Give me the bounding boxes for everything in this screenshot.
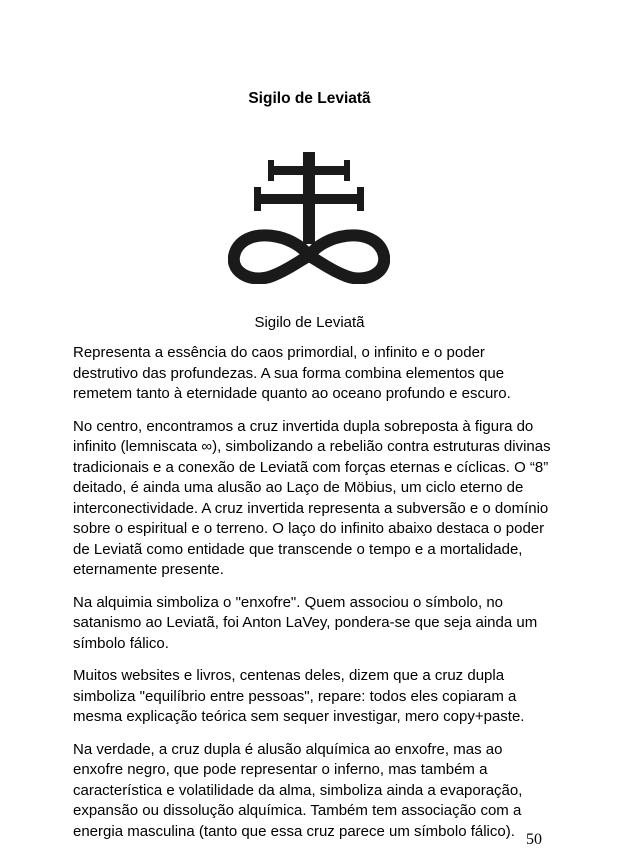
paragraph: No centro, encontramos a cruz invertida dupla sobreposta à figura do infinito (lemniscata ∞), simbolizando a rebelião contra estruturas divinas tradicionais e a conexão de Leviatã com forças eternas e cíclicas. O “8” deitado, é ainda uma alusão ao Laço de Möbius, um ciclo eterno de interconectividade. A cruz invertida representa a subversão e o domínio sobre o espiritual e o terreno. O laço do infinito abaixo destaca o poder de Leviatã como entidade que transcende o tempo e a mortalidade, eternamente presente. <box>73 417 551 578</box>
paragraph: Na verdade, a cruz dupla é alusão alquímica ao enxofre, mas ao enxofre negro, que pode representar o inferno, mas também a característica e volatilidade da alma, simboliza ainda a evaporação, expansão ou dissolução alquímica. Também tem associação com a energia masculina (tanto que essa cruz parece um símbolo fálico). <box>73 740 523 840</box>
page-title: Sigilo de Leviatã <box>248 90 371 107</box>
paragraph: Representa a essência do caos primordial, o infinito e o poder destrutivo das profundezas. A sua forma combina elementos que remetem tanto à eternidade quanto ao oceano profundo e escuro. <box>73 344 511 402</box>
page-number: 50 <box>526 831 542 848</box>
paragraph: Na alquimia simboliza o "enxofre". Quem associou o símbolo, no satanismo ao Leviatã, foi Anton LaVey, pondera-se que seja ainda um símbolo fálico. <box>73 593 538 652</box>
paragraph: Muitos websites e livros, centenas deles, dizem que a cruz dupla simboliza "equilíbrio entre pessoas", repare: todos eles copiaram a mesma explicação teórica sem sequer investigar, mero copy+paste. <box>73 667 525 725</box>
figure-caption: Sigilo de Leviatã <box>254 314 365 331</box>
leviathan-cross-icon <box>228 152 390 284</box>
body-text <box>73 343 551 854</box>
